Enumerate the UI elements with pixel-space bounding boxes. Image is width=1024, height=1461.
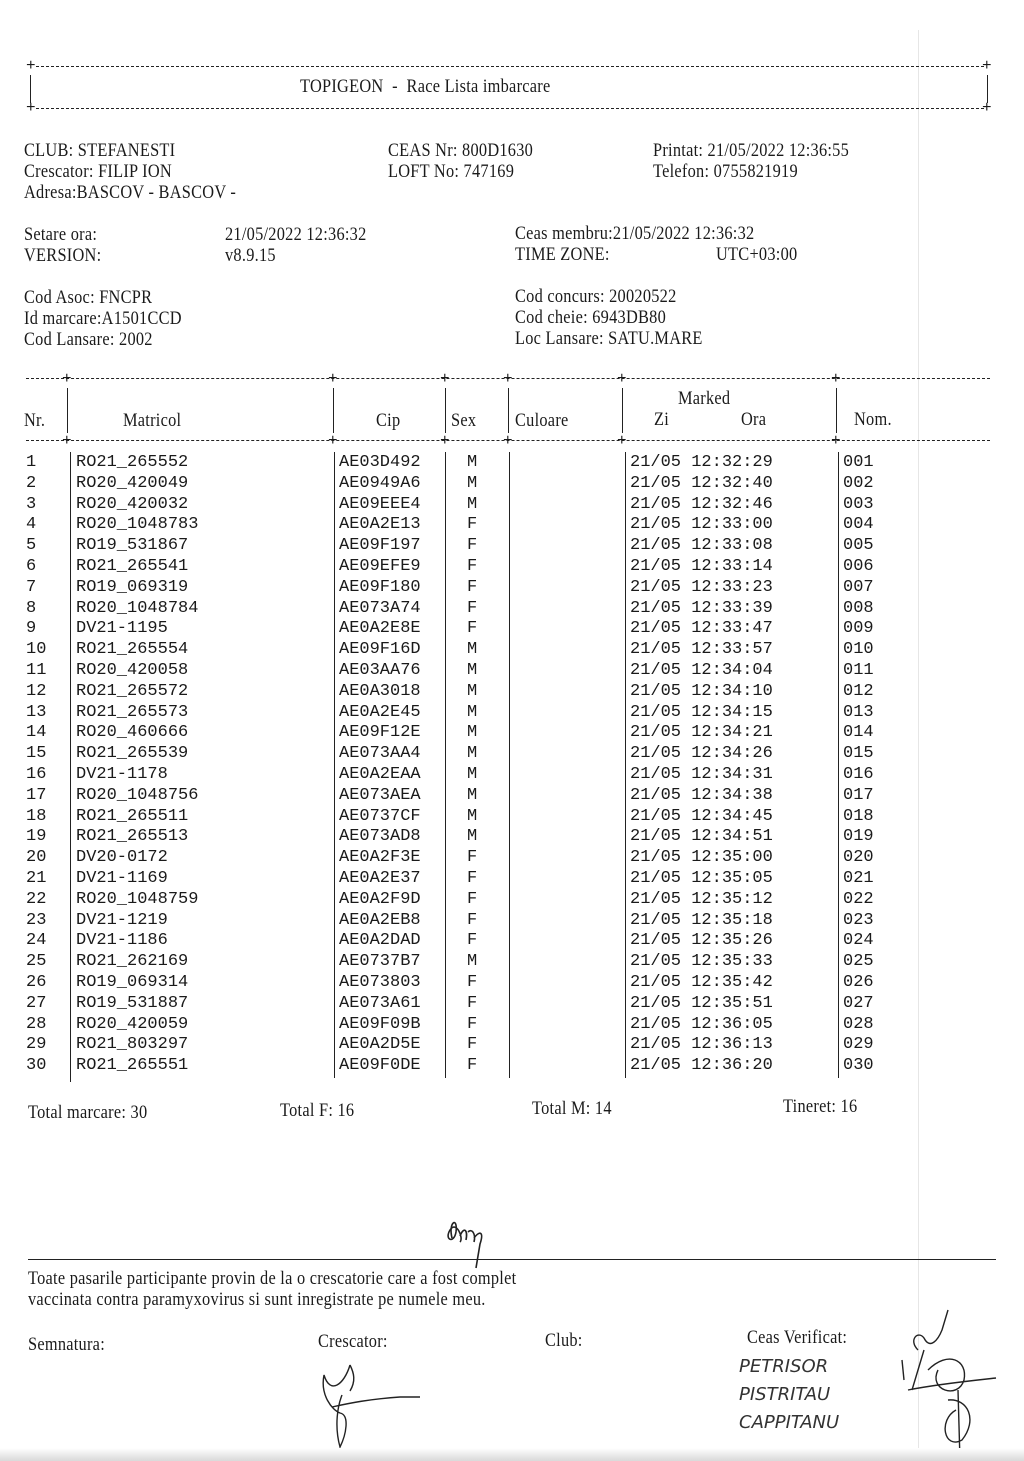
loft-number: LOFT No: 747169 — [388, 161, 515, 182]
phone-number: Telefon: 0755821919 — [653, 161, 798, 182]
row-nr: 4 — [26, 515, 37, 535]
column-divider — [445, 388, 446, 433]
col-header-nom: Nom. — [854, 409, 892, 430]
row-nr: 30 — [26, 1056, 47, 1076]
grid-junction: + — [617, 432, 627, 450]
row-nr: 22 — [26, 889, 47, 909]
time-setting-label: Setare ora: — [24, 224, 98, 245]
row-nr: 20 — [26, 848, 47, 868]
row-matricol: RO20_420032 — [76, 494, 189, 514]
row-matricol: RO20_420049 — [76, 473, 189, 493]
table-row — [0, 661, 1024, 682]
table-row — [0, 1056, 1024, 1077]
row-matricol: DV21-1186 — [76, 931, 168, 951]
grid-junction: + — [440, 370, 450, 388]
row-matricol: RO19_069319 — [76, 577, 189, 597]
column-divider — [622, 388, 623, 433]
row-matricol: DV21-1178 — [76, 765, 168, 784]
row-matricol: RO21_265554 — [76, 640, 189, 660]
row-marked-time: 21/05 12:33:57 — [630, 640, 773, 660]
verifier-name-2: PISTRITAU — [739, 1384, 831, 1405]
table-row — [0, 515, 1024, 536]
row-cip: AE0737B7 — [339, 952, 421, 972]
row-nom: 004 — [843, 515, 874, 535]
row-sex: F — [467, 973, 478, 992]
row-marked-time: 21/05 12:34:04 — [630, 661, 773, 680]
row-cip: AE0A2DAD — [339, 931, 421, 951]
row-matricol: RO20_420058 — [76, 661, 189, 680]
row-matricol: RO21_265552 — [76, 453, 189, 472]
table-row — [0, 931, 1024, 952]
row-sex: M — [467, 827, 478, 847]
row-matricol: RO20_1048783 — [76, 515, 199, 535]
row-nom: 006 — [843, 557, 874, 576]
column-divider — [333, 388, 334, 433]
table-row — [0, 765, 1024, 786]
row-nom: 019 — [843, 827, 874, 847]
row-cip: AE09F0DE — [339, 1056, 421, 1076]
row-sex: F — [467, 515, 478, 535]
row-marked-time: 21/05 12:34:26 — [630, 744, 773, 764]
association-code: Cod Asoc: FNCPR — [24, 287, 153, 308]
row-cip: AE0A2E37 — [339, 869, 421, 888]
row-cip: AE03D492 — [339, 453, 421, 472]
row-matricol: RO19_531867 — [76, 536, 189, 556]
handwritten-verifiers — [735, 1350, 840, 1450]
box-corner: + — [26, 57, 36, 75]
row-marked-time: 21/05 12:33:14 — [630, 557, 773, 576]
row-marked-time: 21/05 12:33:08 — [630, 536, 773, 556]
row-nom: 030 — [843, 1056, 874, 1076]
row-sex: F — [467, 869, 478, 888]
row-marked-time: 21/05 12:34:51 — [630, 827, 773, 847]
table-row — [0, 952, 1024, 973]
table-row — [0, 619, 1024, 640]
row-marked-time: 21/05 12:32:46 — [630, 494, 773, 514]
breeder-signature — [320, 1355, 460, 1450]
row-cip: AE09F180 — [339, 577, 421, 597]
row-nom: 024 — [843, 931, 874, 951]
signature-label: Semnatura: — [28, 1334, 105, 1355]
row-nr: 5 — [26, 536, 37, 556]
row-nr: 27 — [26, 993, 47, 1013]
grid-junction: + — [62, 432, 72, 450]
row-nr: 15 — [26, 744, 47, 764]
time-setting-value: 21/05/2022 12:36:32 — [225, 224, 367, 245]
row-cip: AE0949A6 — [339, 473, 421, 493]
row-nom: 026 — [843, 973, 874, 992]
row-nr: 1 — [26, 453, 37, 472]
row-nom: 007 — [843, 577, 874, 597]
key-code: Cod cheie: 6943DB80 — [515, 307, 667, 328]
col-header-sex: Sex — [451, 410, 477, 431]
grid-junction: + — [617, 370, 627, 388]
row-matricol: RO20_460666 — [76, 723, 189, 743]
row-nr: 6 — [26, 557, 37, 576]
row-cip: AE03AA76 — [339, 661, 421, 680]
col-header-marked: Marked — [678, 388, 731, 409]
row-nr: 25 — [26, 952, 47, 972]
marking-id: Id marcare:A1501CCD — [24, 308, 182, 329]
row-nom: 008 — [843, 598, 874, 618]
row-matricol: RO20_420059 — [76, 1014, 189, 1034]
row-matricol: RO21_265573 — [76, 702, 189, 722]
race-code: Cod concurs: 20020522 — [515, 286, 677, 307]
row-sex: M — [467, 723, 478, 743]
grid-junction: + — [328, 432, 338, 450]
row-nom: 022 — [843, 889, 874, 909]
row-nr: 17 — [26, 785, 47, 805]
row-sex: M — [467, 702, 478, 722]
row-matricol: RO20_1048759 — [76, 889, 199, 909]
row-marked-time: 21/05 12:35:33 — [630, 952, 773, 972]
row-sex: M — [467, 453, 478, 472]
row-nr: 19 — [26, 827, 47, 847]
box-corner: + — [982, 99, 992, 117]
col-header-ora: Ora — [741, 409, 767, 430]
table-row — [0, 827, 1024, 848]
row-marked-time: 21/05 12:33:23 — [630, 577, 773, 597]
box-corner: + — [982, 57, 992, 75]
column-divider — [67, 388, 68, 433]
box-corner: + — [26, 99, 36, 117]
total-marked: Total marcare: 30 — [28, 1102, 148, 1123]
row-sex: M — [467, 473, 478, 493]
row-matricol: RO20_1048756 — [76, 785, 199, 805]
row-marked-time: 21/05 12:32:29 — [630, 453, 773, 472]
row-marked-time: 21/05 12:35:51 — [630, 993, 773, 1013]
table-row — [0, 1015, 1024, 1036]
row-cip: AE073AA4 — [339, 744, 421, 764]
total-males: Total M: 14 — [532, 1098, 612, 1119]
release-location: Loc Lansare: SATU.MARE — [515, 328, 703, 349]
verifier-name-1: PETRISOR — [739, 1356, 829, 1377]
row-marked-time: 21/05 12:34:38 — [630, 785, 773, 805]
row-sex: F — [467, 931, 478, 951]
table-row — [0, 474, 1024, 495]
row-sex: F — [467, 889, 478, 909]
row-sex: F — [467, 910, 478, 930]
table-row — [0, 869, 1024, 890]
row-nom: 014 — [843, 723, 874, 743]
row-nr: 9 — [26, 619, 37, 639]
row-matricol: RO21_265539 — [76, 744, 189, 764]
row-nr: 24 — [26, 931, 47, 951]
row-matricol: DV21-1195 — [76, 619, 168, 639]
row-nom: 023 — [843, 910, 874, 930]
grid-junction: + — [503, 370, 513, 388]
table-row — [0, 640, 1024, 661]
row-sex: M — [467, 640, 478, 660]
row-sex: F — [467, 598, 478, 618]
breeder-name: Crescator: FILIP ION — [24, 161, 172, 182]
row-sex: F — [467, 536, 478, 556]
printed-timestamp: Printat: 21/05/2022 12:36:55 — [653, 140, 850, 161]
row-nom: 028 — [843, 1014, 874, 1034]
signature-rule — [28, 1259, 996, 1260]
row-nom: 005 — [843, 536, 874, 556]
row-marked-time: 21/05 12:33:00 — [630, 515, 773, 535]
row-cip: AE073AD8 — [339, 827, 421, 847]
row-matricol: RO21_265511 — [76, 806, 189, 826]
row-cip: AE09F197 — [339, 536, 421, 556]
row-cip: AE0A2EAA — [339, 765, 421, 784]
row-nr: 13 — [26, 702, 47, 722]
row-matricol: RO21_265551 — [76, 1056, 189, 1076]
table-row — [0, 495, 1024, 516]
table-row — [0, 703, 1024, 724]
row-cip: AE0737CF — [339, 806, 421, 826]
grid-junction: + — [328, 370, 338, 388]
row-matricol: DV20-0172 — [76, 848, 168, 868]
clock-verified-label: Ceas Verificat: — [747, 1327, 848, 1348]
row-sex: M — [467, 681, 478, 701]
row-matricol: RO21_803297 — [76, 1035, 189, 1055]
scan-bottom-shadow — [0, 1448, 1024, 1461]
row-nom: 002 — [843, 473, 874, 493]
row-matricol: DV21-1219 — [76, 910, 168, 930]
row-cip: AE09F12E — [339, 723, 421, 743]
row-nom: 003 — [843, 494, 874, 514]
row-nr: 28 — [26, 1014, 47, 1034]
col-header-zi: Zi — [654, 409, 670, 430]
row-sex: F — [467, 993, 478, 1013]
time-zone-value: UTC+03:00 — [716, 244, 798, 265]
row-matricol: RO21_265513 — [76, 827, 189, 847]
row-nr: 23 — [26, 910, 47, 930]
grid-junction: + — [503, 432, 513, 450]
table-row — [0, 848, 1024, 869]
title-box-bottom-border — [36, 108, 984, 109]
row-marked-time: 21/05 12:33:39 — [630, 598, 773, 618]
verifier-signatures — [898, 1310, 998, 1461]
row-sex: F — [467, 1035, 478, 1055]
row-nom: 027 — [843, 993, 874, 1013]
total-females: Total F: 16 — [280, 1100, 355, 1121]
row-cip: AE0A2E8E — [339, 619, 421, 639]
row-nr: 10 — [26, 640, 47, 660]
table-row — [0, 682, 1024, 703]
row-nr: 18 — [26, 806, 47, 826]
member-clock: Ceas membru:21/05/2022 12:36:32 — [515, 223, 755, 244]
row-matricol: RO20_1048784 — [76, 598, 199, 618]
row-nr: 3 — [26, 494, 37, 514]
document-title: TOPIGEON - Race Lista imbarcare — [300, 76, 551, 97]
row-marked-time: 21/05 12:36:13 — [630, 1035, 773, 1055]
row-matricol: DV21-1169 — [76, 869, 168, 888]
row-cip: AE073A74 — [339, 598, 421, 618]
table-row — [0, 890, 1024, 911]
row-marked-time: 21/05 12:32:40 — [630, 473, 773, 493]
row-sex: F — [467, 577, 478, 597]
row-nom: 029 — [843, 1035, 874, 1055]
row-marked-time: 21/05 12:34:31 — [630, 765, 773, 784]
row-cip: AE073803 — [339, 973, 421, 992]
row-sex: F — [467, 1014, 478, 1034]
row-nom: 009 — [843, 619, 874, 639]
row-matricol: RO21_265541 — [76, 557, 189, 576]
table-row — [0, 578, 1024, 599]
row-nom: 025 — [843, 952, 874, 972]
row-sex: F — [467, 1056, 478, 1076]
table-row — [0, 453, 1024, 474]
table-row — [0, 807, 1024, 828]
row-cip: AE09EFE9 — [339, 557, 421, 576]
table-row — [0, 744, 1024, 765]
row-cip: AE09EEE4 — [339, 494, 421, 514]
row-nr: 26 — [26, 973, 47, 992]
row-cip: AE0A3018 — [339, 681, 421, 701]
row-nom: 020 — [843, 848, 874, 868]
row-marked-time: 21/05 12:33:47 — [630, 619, 773, 639]
title-box-top-border — [36, 66, 984, 67]
row-cip: AE09F16D — [339, 640, 421, 660]
row-cip: AE073A61 — [339, 993, 421, 1013]
row-marked-time: 21/05 12:35:12 — [630, 889, 773, 909]
col-header-cip: Cip — [376, 410, 401, 431]
time-zone-label: TIME ZONE: — [515, 244, 610, 265]
row-nr: 21 — [26, 869, 47, 888]
row-nr: 8 — [26, 598, 37, 618]
grid-junction: + — [831, 432, 841, 450]
row-nr: 2 — [26, 473, 37, 493]
row-sex: M — [467, 744, 478, 764]
row-nom: 016 — [843, 765, 874, 784]
row-sex: M — [467, 806, 478, 826]
row-sex: M — [467, 785, 478, 805]
row-nom: 018 — [843, 806, 874, 826]
row-nom: 015 — [843, 744, 874, 764]
row-marked-time: 21/05 12:34:15 — [630, 702, 773, 722]
row-marked-time: 21/05 12:34:21 — [630, 723, 773, 743]
row-sex: M — [467, 765, 478, 784]
row-sex: M — [467, 494, 478, 514]
row-marked-time: 21/05 12:35:42 — [630, 973, 773, 992]
row-matricol: RO21_265572 — [76, 681, 189, 701]
total-youngsters: Tineret: 16 — [783, 1096, 858, 1117]
table-row — [0, 973, 1024, 994]
row-nr: 11 — [26, 661, 47, 680]
row-marked-time: 21/05 12:35:26 — [630, 931, 773, 951]
row-cip: AE09F09B — [339, 1014, 421, 1034]
col-header-matricol: Matricol — [123, 410, 182, 431]
col-header-nr: Nr. — [24, 410, 46, 431]
row-sex: M — [467, 952, 478, 972]
address: Adresa:BASCOV - BASCOV - — [24, 182, 237, 203]
row-nr: 16 — [26, 765, 47, 784]
row-nom: 012 — [843, 681, 874, 701]
row-cip: AE0A2E13 — [339, 515, 421, 535]
row-sex: M — [467, 661, 478, 680]
col-header-culoare: Culoare — [515, 410, 569, 431]
club-signature-label: Club: — [545, 1330, 583, 1351]
verifier-name-3: CAPPITANU — [739, 1412, 840, 1433]
row-marked-time: 21/05 12:36:05 — [630, 1014, 773, 1034]
table-row — [0, 1035, 1024, 1056]
row-marked-time: 21/05 12:35:05 — [630, 869, 773, 888]
row-cip: AE0A2D5E — [339, 1035, 421, 1055]
column-divider — [508, 388, 509, 433]
grid-junction: + — [62, 370, 72, 388]
row-nom: 010 — [843, 640, 874, 660]
table-row — [0, 786, 1024, 807]
row-nr: 14 — [26, 723, 47, 743]
row-cip: AE0A2F9D — [339, 889, 421, 909]
row-sex: F — [467, 619, 478, 639]
grid-junction: + — [440, 432, 450, 450]
grid-junction: + — [831, 370, 841, 388]
row-nom: 001 — [843, 453, 874, 472]
club-name: CLUB: STEFANESTI — [24, 140, 176, 161]
declaration-line-2: vaccinata contra paramyxovirus si sunt inregistrate pe numele meu. — [28, 1289, 486, 1310]
row-marked-time: 21/05 12:34:10 — [630, 681, 773, 701]
row-sex: F — [467, 848, 478, 868]
row-cip: AE0A2E45 — [339, 702, 421, 722]
row-matricol: RO21_262169 — [76, 952, 189, 972]
table-row — [0, 599, 1024, 620]
row-matricol: RO19_531887 — [76, 993, 189, 1013]
table-row — [0, 536, 1024, 557]
version-value: v8.9.15 — [225, 245, 276, 266]
row-cip: AE0A2F3E — [339, 848, 421, 868]
row-marked-time: 21/05 12:35:18 — [630, 910, 773, 930]
row-nom: 013 — [843, 702, 874, 722]
row-matricol: RO19_069314 — [76, 973, 189, 992]
release-code: Cod Lansare: 2002 — [24, 329, 153, 350]
row-sex: F — [467, 557, 478, 576]
table-row — [0, 557, 1024, 578]
row-marked-time: 21/05 12:36:20 — [630, 1056, 773, 1076]
row-cip: AE073AEA — [339, 785, 421, 805]
row-nr: 12 — [26, 681, 47, 701]
table-row — [0, 994, 1024, 1015]
row-nom: 017 — [843, 785, 874, 805]
version-label: VERSION: — [24, 245, 102, 266]
declaration-line-1: Toate pasarile participante provin de la o crescatorie care a fost complet — [28, 1268, 517, 1289]
row-marked-time: 21/05 12:35:00 — [630, 848, 773, 868]
clock-number: CEAS Nr: 800D1630 — [388, 140, 534, 161]
column-divider — [836, 388, 837, 433]
row-nr: 29 — [26, 1035, 47, 1055]
table-row — [0, 911, 1024, 932]
row-nom: 011 — [843, 661, 874, 680]
breeder-signature-label: Crescator: — [318, 1331, 388, 1352]
row-nr: 7 — [26, 577, 37, 597]
row-marked-time: 21/05 12:34:45 — [630, 806, 773, 826]
table-row — [0, 723, 1024, 744]
row-nom: 021 — [843, 869, 874, 888]
row-cip: AE0A2EB8 — [339, 910, 421, 930]
